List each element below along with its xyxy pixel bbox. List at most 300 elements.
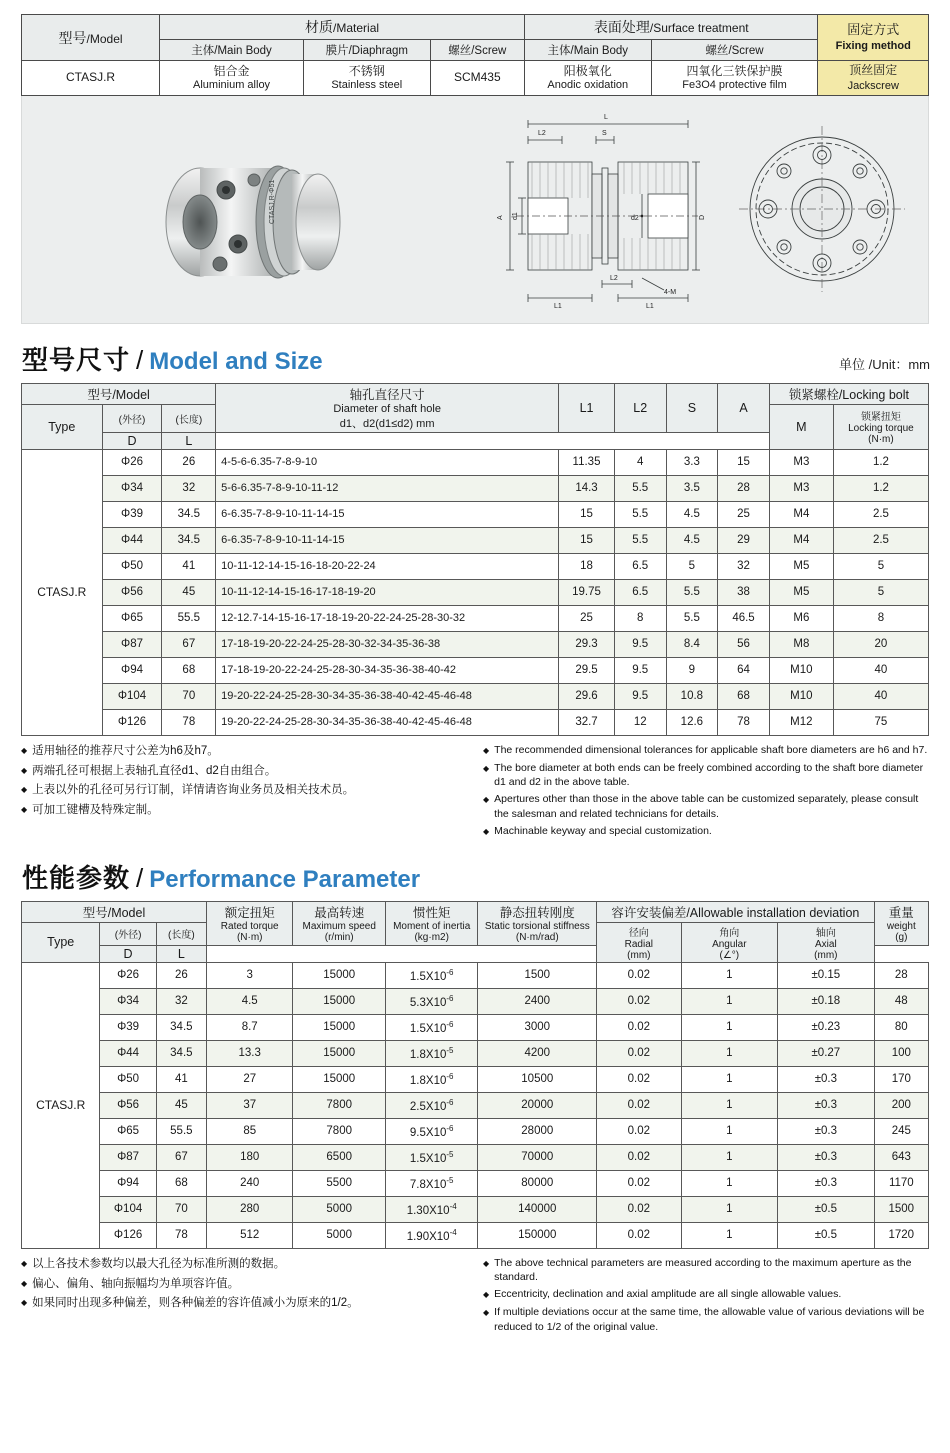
note-item	[21, 1276, 475, 1293]
perf-cell-rated-torque: 240	[206, 1170, 292, 1196]
size-cell-d: Φ56	[102, 579, 162, 605]
cell-surface-main-en: Anodic oxidation	[547, 78, 629, 91]
table-row	[22, 709, 929, 735]
note-text: 以上各技术参数均以最大孔径为标准所测的数据。	[32, 1257, 286, 1270]
header-fixing-cn: 固定方式	[847, 21, 900, 37]
perf-header-l: L	[156, 945, 206, 962]
perf-header-max-speed	[293, 901, 386, 945]
perf-cell-rated-torque: 13.3	[206, 1040, 292, 1066]
perf-cell-l: 34.5	[156, 1040, 206, 1066]
perf-cell-inertia: $1.5X10^{-5}$	[385, 1144, 478, 1170]
subheader-diaphragm	[303, 40, 430, 61]
size-notes	[21, 743, 929, 842]
size-header-bore-en: Diameter of shaft hole	[333, 402, 441, 415]
header-surface	[524, 15, 818, 40]
table-row	[22, 988, 929, 1014]
perf-cell-l: 41	[156, 1066, 206, 1092]
perf-cell-angular: 1	[681, 1040, 778, 1066]
perf-cell-l: 67	[156, 1144, 206, 1170]
size-header-torque	[833, 404, 928, 449]
size-cell-l2: 6.5	[614, 553, 666, 579]
performance-notes	[21, 1256, 929, 1337]
perf-cell-weight: 170	[874, 1066, 928, 1092]
size-cell-l1: 15	[559, 527, 615, 553]
size-header-l1: L1	[559, 383, 615, 432]
cell-surface-screw-cn: 四氧化三铁保护膜	[686, 63, 783, 78]
bullet-icon: ◆	[483, 1308, 490, 1318]
perf-cell-angular: 1	[681, 962, 778, 988]
note-text: The recommended dimensional tolerances for applicable shaft bore diameters are h6 and h7.	[494, 743, 928, 756]
perf-cell-inertia: $1.5X10^{-6}$	[385, 962, 478, 988]
size-cell-d: Φ65	[102, 605, 162, 631]
size-cell-m: M5	[769, 553, 833, 579]
model-size-title-cn: 型号尺寸	[22, 344, 131, 375]
cell-surface-screw	[651, 61, 818, 96]
perf-cell-d: Φ87	[100, 1144, 156, 1170]
perf-cell-radial: 0.02	[597, 1066, 681, 1092]
table-row	[22, 1066, 929, 1092]
bullet-icon: ◆	[21, 1298, 28, 1308]
perf-header-row-1	[22, 901, 929, 922]
product-photo	[142, 104, 372, 314]
perf-cell-rated-torque: 280	[206, 1196, 292, 1222]
perf-cell-stiffness: 1500	[478, 962, 597, 988]
perf-cell-stiffness: 80000	[478, 1170, 597, 1196]
header-model	[22, 15, 160, 61]
svg-text:A: A	[497, 215, 504, 220]
size-header-l2: L2	[614, 383, 666, 432]
perf-cell-angular: 1	[681, 1092, 778, 1118]
perf-header-weight-en: weight	[886, 921, 916, 933]
perf-cell-weight: 643	[874, 1144, 928, 1170]
size-cell-s: 9	[666, 657, 718, 683]
size-cell-m: M10	[769, 683, 833, 709]
table-row	[22, 631, 929, 657]
perf-cell-stiffness: 28000	[478, 1118, 597, 1144]
cell-model: CTASJ.R	[22, 61, 160, 96]
size-cell-l1: 14.3	[559, 475, 615, 501]
perf-cell-weight: 1170	[874, 1170, 928, 1196]
note-item	[483, 792, 929, 820]
perf-cell-inertia: $2.5X10^{-6}$	[385, 1092, 478, 1118]
size-cell-d: Φ94	[102, 657, 162, 683]
perf-header-stiffness-unit: (N·m/rad)	[515, 932, 559, 944]
perf-cell-d: Φ104	[100, 1196, 156, 1222]
bullet-icon: ◆	[483, 745, 490, 755]
table-row	[22, 1014, 929, 1040]
subheader-screw-2-cn: 螺丝	[705, 45, 729, 57]
perf-cell-axial: ±0.15	[778, 962, 875, 988]
perf-header-max-speed-en: Maximum speed	[302, 921, 376, 933]
perf-header-max-speed-unit: (r/min)	[324, 932, 354, 944]
size-header-bore-cn: 轴孔直径尺寸	[349, 387, 425, 402]
bullet-icon: ◆	[483, 1258, 490, 1268]
perf-header-rated-torque-unit: (N·m)	[236, 932, 263, 944]
perf-cell-rated-torque: 180	[206, 1144, 292, 1170]
perf-cell-d: Φ34	[100, 988, 156, 1014]
size-cell-l2: 6.5	[614, 579, 666, 605]
table-row	[22, 962, 929, 988]
perf-header-radial-unit: (mm)	[627, 949, 651, 961]
size-header-locking-bolt: 锁紧螺栓/Locking bolt	[769, 383, 928, 404]
perf-cell-radial: 0.02	[597, 962, 681, 988]
svg-text:CTASJ.R-Φ51: CTASJ.R-Φ51	[269, 179, 276, 224]
bullet-icon: ◆	[21, 1258, 28, 1268]
perf-cell-inertia: $1.30X10^{-4}$	[385, 1196, 478, 1222]
subheader-diaphragm-cn: 膜片	[325, 45, 349, 57]
size-cell-m: M4	[769, 501, 833, 527]
size-cell-s: 5.5	[666, 605, 718, 631]
svg-text:S: S	[602, 129, 607, 137]
size-cell-torque: 5	[833, 553, 928, 579]
size-cell-torque: 8	[833, 605, 928, 631]
size-cell-l1: 29.5	[559, 657, 615, 683]
size-cell-a: 32	[718, 553, 770, 579]
perf-cell-weight: 1500	[874, 1196, 928, 1222]
perf-header-angular-unit: (∠°)	[719, 949, 740, 961]
perf-cell-radial: 0.02	[597, 1040, 681, 1066]
perf-cell-max-speed: 15000	[293, 962, 386, 988]
size-type-label: CTASJ.R	[22, 449, 103, 735]
subheader-main-body-1-en: /Main Body	[214, 45, 272, 57]
size-cell-m: M6	[769, 605, 833, 631]
perf-cell-d: Φ39	[100, 1014, 156, 1040]
size-cell-s: 3.3	[666, 449, 718, 475]
perf-cell-max-speed: 7800	[293, 1118, 386, 1144]
perf-cell-angular: 1	[681, 1170, 778, 1196]
size-header-row-1	[22, 383, 929, 404]
note-text: 偏心、偏角、轴向振幅均为单项容许值。	[32, 1277, 240, 1290]
size-header-l: L	[162, 432, 216, 449]
size-cell-torque: 1.2	[833, 475, 928, 501]
performance-table-body	[22, 962, 929, 1248]
perf-cell-axial: ±0.3	[778, 1118, 875, 1144]
table-row	[22, 605, 929, 631]
size-cell-m: M3	[769, 475, 833, 501]
table-row	[22, 1170, 929, 1196]
cell-surface-screw-en: Fe3O4 protective film	[682, 78, 787, 91]
perf-cell-weight: 1720	[874, 1222, 928, 1248]
size-cell-l2: 5.5	[614, 475, 666, 501]
perf-cell-axial: ±0.3	[778, 1092, 875, 1118]
perf-cell-d: Φ26	[100, 962, 156, 988]
perf-header-deviation: 容许安装偏差/Allowable installation deviation	[597, 901, 875, 922]
perf-header-d: D	[100, 945, 156, 962]
size-cell-l2: 9.5	[614, 657, 666, 683]
size-cell-a: 15	[718, 449, 770, 475]
perf-cell-axial: ±0.18	[778, 988, 875, 1014]
perf-header-l-note: (长度)	[156, 922, 206, 945]
size-cell-s: 10.8	[666, 683, 718, 709]
material-table	[21, 14, 929, 96]
perf-cell-radial: 0.02	[597, 1118, 681, 1144]
size-cell-l1: 18	[559, 553, 615, 579]
perf-cell-l: 45	[156, 1092, 206, 1118]
perf-header-radial-en: Radial	[624, 938, 653, 950]
table-row	[22, 501, 929, 527]
size-cell-torque: 2.5	[833, 527, 928, 553]
note-item	[483, 743, 929, 758]
size-cell-m: M5	[769, 579, 833, 605]
cell-diaphragm-en: Stainless steel	[331, 78, 403, 91]
perf-header-stiffness-cn: 静态扭转刚度	[499, 906, 575, 921]
perf-cell-axial: ±0.23	[778, 1014, 875, 1040]
perf-cell-inertia: $5.3X10^{-6}$	[385, 988, 478, 1014]
svg-text:d1: d1	[512, 212, 519, 220]
note-text: 可加工键槽及特殊定制。	[32, 803, 159, 816]
perf-cell-inertia: $7.8X10^{-5}$	[385, 1170, 478, 1196]
perf-cell-stiffness: 10500	[478, 1066, 597, 1092]
note-item	[21, 1295, 475, 1312]
perf-header-max-speed-cn: 最高转速	[314, 906, 365, 921]
perf-cell-d: Φ126	[100, 1222, 156, 1248]
perf-cell-angular: 1	[681, 1118, 778, 1144]
size-cell-m: M4	[769, 527, 833, 553]
table-row	[22, 579, 929, 605]
size-cell-s: 5	[666, 553, 718, 579]
perf-cell-angular: 1	[681, 1014, 778, 1040]
perf-header-radial	[597, 922, 681, 962]
note-text: The above technical parameters are measured according to the maximum aperture as the standard.	[494, 1256, 912, 1284]
cell-surface-main-cn: 阳极氧化	[563, 63, 612, 78]
perf-cell-inertia: $1.8X10^{-6}$	[385, 1066, 478, 1092]
size-cell-a: 64	[718, 657, 770, 683]
size-cell-s: 8.4	[666, 631, 718, 657]
size-header-bore	[216, 383, 559, 432]
note-item	[21, 802, 475, 819]
cell-fixing-en: Jackscrew	[847, 79, 899, 92]
cell-screw: SCM435	[430, 61, 524, 96]
note-item	[483, 824, 929, 839]
table-row	[22, 1144, 929, 1170]
size-cell-bore: 5-6-6.35-7-8-9-10-11-12	[216, 475, 559, 501]
bullet-icon: ◆	[21, 765, 28, 775]
model-size-title-en: Model and Size	[149, 347, 323, 375]
table-row	[22, 1040, 929, 1066]
material-header-row-1	[22, 15, 929, 40]
cell-surface-main	[524, 61, 651, 96]
table-row	[22, 475, 929, 501]
size-cell-bore: 10-11-12-14-15-16-18-20-22-24	[216, 553, 559, 579]
perf-header-stiffness-en: Static torsional stiffness	[484, 921, 590, 933]
size-cell-l1: 25	[559, 605, 615, 631]
svg-text:L2: L2	[610, 274, 618, 282]
size-cell-bore: 17-18-19-20-22-24-25-28-30-32-34-35-36-38	[216, 631, 559, 657]
size-cell-torque: 40	[833, 683, 928, 709]
perf-header-axial-cn: 轴向	[815, 927, 836, 939]
subheader-main-body-2	[524, 40, 651, 61]
size-header-torque-en: Locking torque	[848, 423, 914, 435]
size-cell-s: 4.5	[666, 501, 718, 527]
size-cell-a: 56	[718, 631, 770, 657]
section-drawing	[492, 102, 712, 318]
size-cell-d: Φ87	[102, 631, 162, 657]
size-cell-l1: 15	[559, 501, 615, 527]
size-cell-l: 34.5	[162, 501, 216, 527]
perf-cell-stiffness: 70000	[478, 1144, 597, 1170]
performance-heading	[22, 858, 930, 895]
subheader-main-body-2-cn: 主体	[547, 45, 571, 57]
perf-cell-weight: 80	[874, 1014, 928, 1040]
cell-fixing	[818, 61, 929, 96]
size-cell-a: 68	[718, 683, 770, 709]
size-cell-torque: 20	[833, 631, 928, 657]
perf-cell-d: Φ94	[100, 1170, 156, 1196]
size-cell-l1: 11.35	[559, 449, 615, 475]
perf-cell-l: 32	[156, 988, 206, 1014]
bullet-icon: ◆	[21, 804, 28, 814]
svg-text:d2: d2	[631, 214, 639, 222]
size-header-d-note: (外径)	[102, 404, 162, 432]
note-text: Apertures other than those in the above table can be customized separately, please consult the salesman and related technicians for details.	[494, 793, 919, 820]
size-cell-l2: 4	[614, 449, 666, 475]
bullet-icon: ◆	[21, 745, 28, 755]
size-header-s: S	[666, 383, 718, 432]
svg-text:D: D	[699, 214, 706, 220]
note-item	[21, 782, 475, 799]
perf-cell-rated-torque: 8.7	[206, 1014, 292, 1040]
note-text: The bore diameter at both ends can be freely combined according to the shaft bore diameter d1 and d2 in the above table.	[494, 762, 924, 789]
perf-cell-l: 55.5	[156, 1118, 206, 1144]
size-cell-l: 32	[162, 475, 216, 501]
header-surface-cn: 表面处理	[593, 19, 650, 35]
perf-cell-radial: 0.02	[597, 1170, 681, 1196]
size-cell-bore: 19-20-22-24-25-28-30-34-35-36-38-40-42-45-46-48	[216, 683, 559, 709]
cell-diaphragm	[303, 61, 430, 96]
perf-header-inertia	[385, 901, 478, 945]
svg-text:L: L	[604, 113, 608, 121]
model-size-table	[21, 383, 929, 736]
table-row	[22, 449, 929, 475]
header-material-cn: 材质	[305, 19, 334, 35]
perf-cell-rated-torque: 37	[206, 1092, 292, 1118]
perf-cell-rated-torque: 27	[206, 1066, 292, 1092]
perf-cell-inertia: $1.90X10^{-4}$	[385, 1222, 478, 1248]
bullet-icon: ◆	[483, 1290, 490, 1300]
perf-cell-angular: 1	[681, 1196, 778, 1222]
perf-cell-rated-torque: 85	[206, 1118, 292, 1144]
unit-label: 单位 /Unit：mm	[838, 356, 930, 372]
perf-cell-radial: 0.02	[597, 1092, 681, 1118]
perf-header-axial	[778, 922, 875, 962]
size-table-body	[22, 449, 929, 735]
size-cell-l: 41	[162, 553, 216, 579]
size-cell-torque: 5	[833, 579, 928, 605]
perf-cell-l: 68	[156, 1170, 206, 1196]
note-item	[483, 1256, 929, 1284]
perf-cell-angular: 1	[681, 988, 778, 1014]
perf-cell-radial: 0.02	[597, 1144, 681, 1170]
size-cell-m: M10	[769, 657, 833, 683]
perf-header-angular-cn: 角向	[719, 927, 740, 939]
perf-cell-radial: 0.02	[597, 988, 681, 1014]
size-header-bore-sub: d1、d2(d1≤d2) mm	[339, 417, 435, 430]
performance-slash: /	[136, 862, 144, 893]
perf-cell-radial: 0.02	[597, 1222, 681, 1248]
cell-main-body	[160, 61, 304, 96]
size-header-m: M	[769, 404, 833, 449]
note-text: 上表以外的孔径可另行订制，详情请咨询业务员及相关技术员。	[32, 784, 355, 797]
size-notes-cn	[21, 743, 475, 842]
size-cell-l1: 29.3	[559, 631, 615, 657]
header-model-cn: 型号	[58, 29, 87, 46]
header-model-en: /Model	[86, 31, 123, 46]
svg-text:L2: L2	[538, 129, 546, 137]
note-item	[21, 743, 475, 760]
size-cell-m: M12	[769, 709, 833, 735]
perf-cell-weight: 100	[874, 1040, 928, 1066]
table-row	[22, 683, 929, 709]
size-cell-d: Φ39	[102, 501, 162, 527]
table-row	[22, 527, 929, 553]
size-cell-s: 12.6	[666, 709, 718, 735]
size-cell-l: 67	[162, 631, 216, 657]
svg-text:L1: L1	[646, 302, 654, 310]
perf-cell-inertia: $1.8X10^{-5}$	[385, 1040, 478, 1066]
perf-header-rated-torque	[206, 901, 292, 945]
size-notes-en	[475, 743, 929, 842]
perf-cell-stiffness: 4200	[478, 1040, 597, 1066]
table-row	[22, 1222, 929, 1248]
size-cell-m: M3	[769, 449, 833, 475]
perf-cell-weight: 200	[874, 1092, 928, 1118]
size-cell-bore: 19-20-22-24-25-28-30-34-35-36-38-40-42-45-46-48	[216, 709, 559, 735]
size-cell-l: 78	[162, 709, 216, 735]
perf-cell-max-speed: 7800	[293, 1092, 386, 1118]
perf-type-label: CTASJ.R	[22, 962, 100, 1248]
performance-notes-cn	[21, 1256, 475, 1337]
size-header-model: 型号/Model	[22, 383, 216, 404]
perf-cell-axial: ±0.3	[778, 1066, 875, 1092]
perf-header-rated-torque-en: Rated torque	[220, 921, 279, 933]
perf-header-inertia-en: Moment of inertia	[393, 921, 471, 933]
table-row	[22, 1092, 929, 1118]
size-header-type: Type	[22, 404, 103, 449]
perf-header-axial-unit: (mm)	[814, 949, 838, 961]
size-cell-d: Φ50	[102, 553, 162, 579]
size-cell-d: Φ26	[102, 449, 162, 475]
cell-diaphragm-cn: 不锈钢	[348, 63, 385, 78]
perf-cell-inertia: $1.5X10^{-6}$	[385, 1014, 478, 1040]
model-size-heading	[22, 340, 930, 377]
size-cell-a: 25	[718, 501, 770, 527]
perf-cell-weight: 28	[874, 962, 928, 988]
subheader-screw-1-cn: 螺丝	[448, 45, 472, 57]
size-cell-l: 34.5	[162, 527, 216, 553]
table-row	[22, 657, 929, 683]
performance-title-cn: 性能参数	[22, 862, 131, 893]
bullet-icon: ◆	[21, 1278, 28, 1288]
size-cell-l1: 32.7	[559, 709, 615, 735]
subheader-screw-1	[430, 40, 524, 61]
note-item	[21, 763, 475, 780]
cell-fixing-cn: 顶丝固定	[849, 63, 898, 77]
size-cell-m: M8	[769, 631, 833, 657]
header-fixing-method	[818, 15, 929, 61]
size-cell-torque: 2.5	[833, 501, 928, 527]
size-cell-s: 3.5	[666, 475, 718, 501]
size-cell-l2: 9.5	[614, 631, 666, 657]
size-cell-torque: 40	[833, 657, 928, 683]
note-text: Machinable keyway and special customization.	[494, 824, 712, 837]
perf-header-d-note: (外径)	[100, 922, 156, 945]
bullet-icon: ◆	[483, 795, 490, 805]
size-header-torque-unit: (N·m)	[868, 434, 894, 446]
perf-cell-d: Φ44	[100, 1040, 156, 1066]
perf-cell-stiffness: 140000	[478, 1196, 597, 1222]
perf-header-model: 型号/Model	[22, 901, 207, 922]
svg-text:4-M: 4-M	[664, 288, 677, 296]
